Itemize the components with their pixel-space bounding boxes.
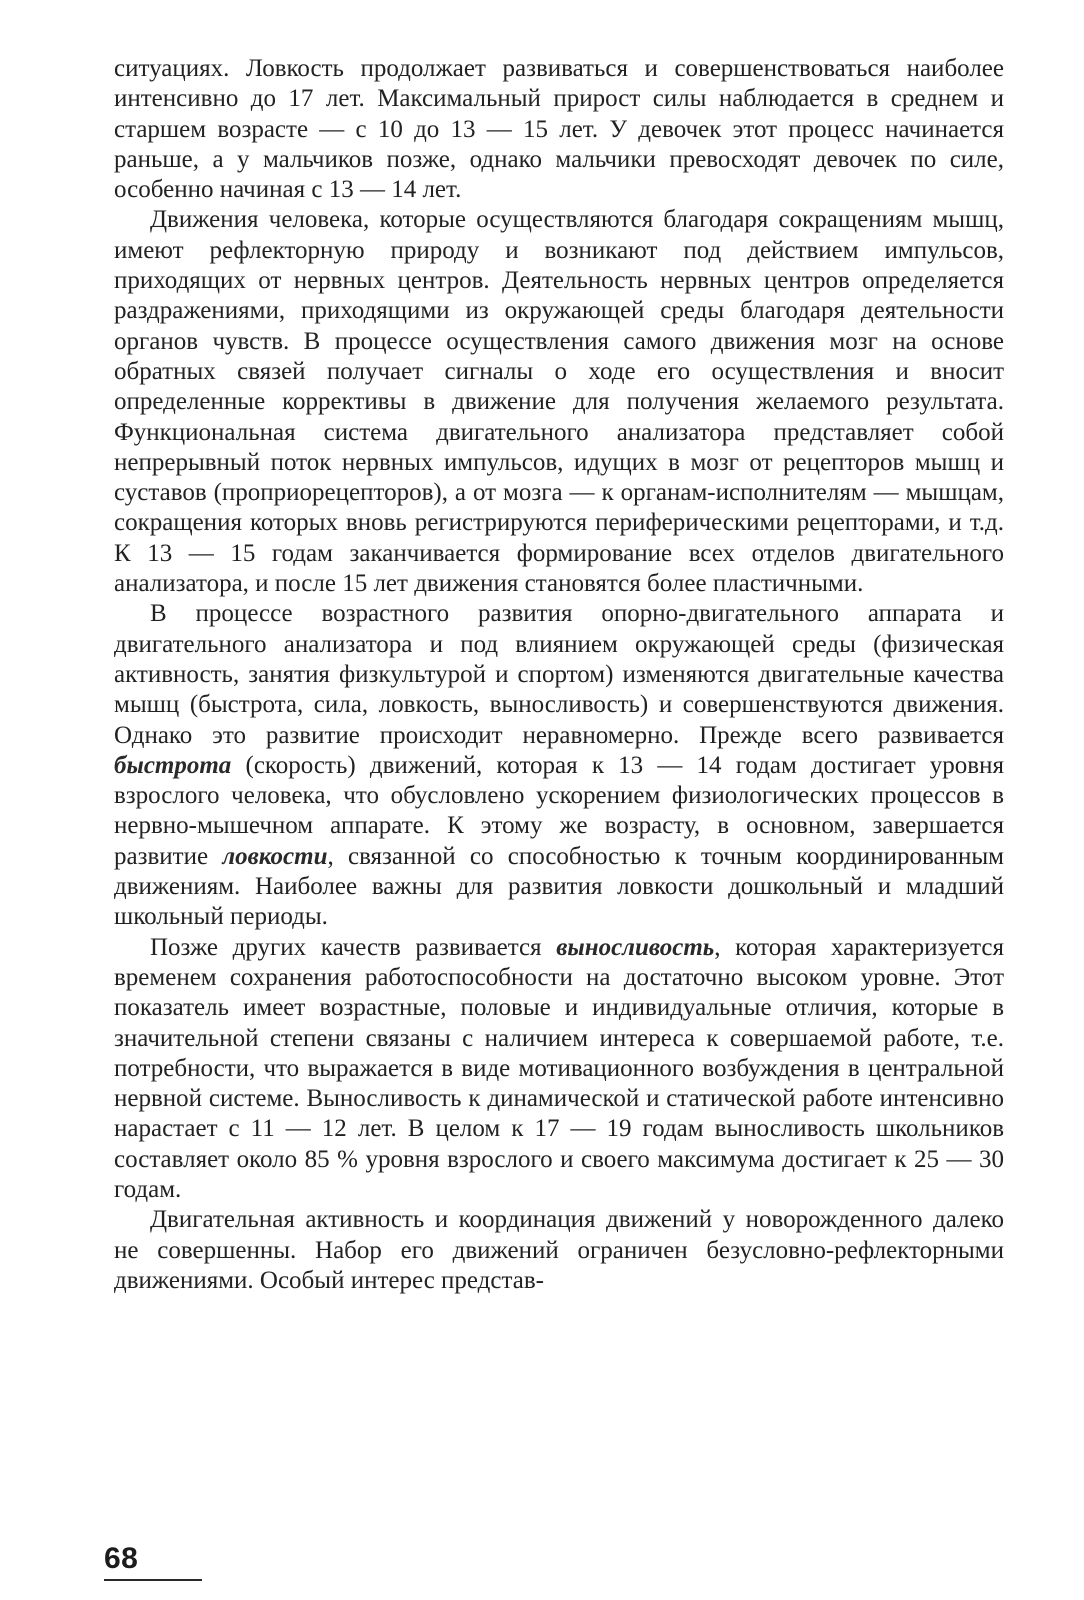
paragraph-5 bbox=[114, 1205, 1004, 1296]
paragraph-1 bbox=[114, 54, 1004, 205]
paragraph-1-text: ситуациях. Ловкость продолжает развиваться и совершенствоваться наиболее интенсивно до 17 лет. Максимальный прирост силы наблюдается в среднем и старшем возрасте — с 10 до 13 — 15 лет. У девочек этот процесс начинается раньше, а у мальчиков позже, однако мальчики превосходят девочек по силе, особенно начиная с 13 — 14 лет. bbox=[114, 55, 1004, 204]
paragraph-3-text-b: (скорость) движений, которая к 13 — 14 годам достигает уровня взрослого человека, что обусловлено ускорением физиологических процессов в нервно-мышечном аппарате. К этому же возрасту, в основном, завершается развитие bbox=[114, 751, 1004, 870]
page-body bbox=[114, 54, 1004, 1554]
paragraph-4-text-a: Позже других качеств развивается bbox=[150, 933, 557, 961]
paragraph-5-text: Двигательная активность и координация движений у новорожденного далеко не совершенны. Набор его движений ограничен безусловно-рефлекторными движениями. Особый интерес представ- bbox=[114, 1206, 1004, 1294]
paragraph-4-text-b: , которая характеризуется временем сохранения работоспособности на достаточно высоком уровне. Этот показатель имеет возрастные, половые и индивидуальные отличия, которые в значительной степени связаны с наличием интереса к совершаемой работе, т.е. потребности, что выражается в виде мотивационного возбуждения в центральной нервной системе. Выносливость к динамической и статической работе интенсивно нарастает с 11 — 12 лет. В целом к 17 — 19 годам выносливость школьников составляет около 85 % уровня взрослого и своего максимума достигает к 25 — 30 годам. bbox=[114, 933, 1004, 1203]
paragraph-4 bbox=[114, 933, 1004, 1206]
paragraph-2 bbox=[114, 205, 1004, 599]
page-number: 68 bbox=[104, 1542, 139, 1575]
paragraph-3 bbox=[114, 599, 1004, 932]
term-bystrota: быстрота bbox=[114, 751, 232, 779]
page-number-rule bbox=[104, 1579, 202, 1581]
term-vynoslivost: выносливость bbox=[556, 933, 715, 961]
paragraph-3-text-c: , связанной со способностью к точным координированным движениям. Наиболее важны для развития ловкости дошкольный и младший школьный периоды. bbox=[114, 842, 1004, 931]
paragraph-3-text-a: В процессе возрастного развития опорно-двигательного аппарата и двигательного анализатора и под влиянием окружающей среды (физическая активность, занятия физкультурой и спортом) изменяются двигательные качества мышц (быстрота, сила, ловкость, выносливость) и совершенствуются движения. Однако это развитие происходит неравномерно. Прежде всего развивается bbox=[114, 600, 1004, 749]
paragraph-2-text: Движения человека, которые осуществляются благодаря сокращениям мышц, имеют рефлекторную природу и возникают под действием импульсов, приходящих от нервных центров. Деятельность нервных центров определяется раздражениями, приходящими из окружающей среды благодаря деятельности органов чувств. В процессе осуществления самого движения мозг на основе обратных связей получает сигналы о ходе его осуществления и вносит определенные коррективы в движение для получения желаемого результата. Функциональная система двигательного анализатора представляет собой непрерывный поток нервных импульсов, идущих в мозг от рецепторов мышц и суставов (проприорецепторов), а от мозга — к органам-исполнителям — мышцам, сокращения которых вновь регистрируются периферическими рецепторами, и т.д. К 13 — 15 годам заканчивается формирование всех отделов двигательного анализатора, и после 15 лет движения становятся более пластичными. bbox=[114, 206, 1004, 598]
term-lovkost: ловкости bbox=[222, 842, 328, 870]
body-text bbox=[114, 54, 1004, 1296]
